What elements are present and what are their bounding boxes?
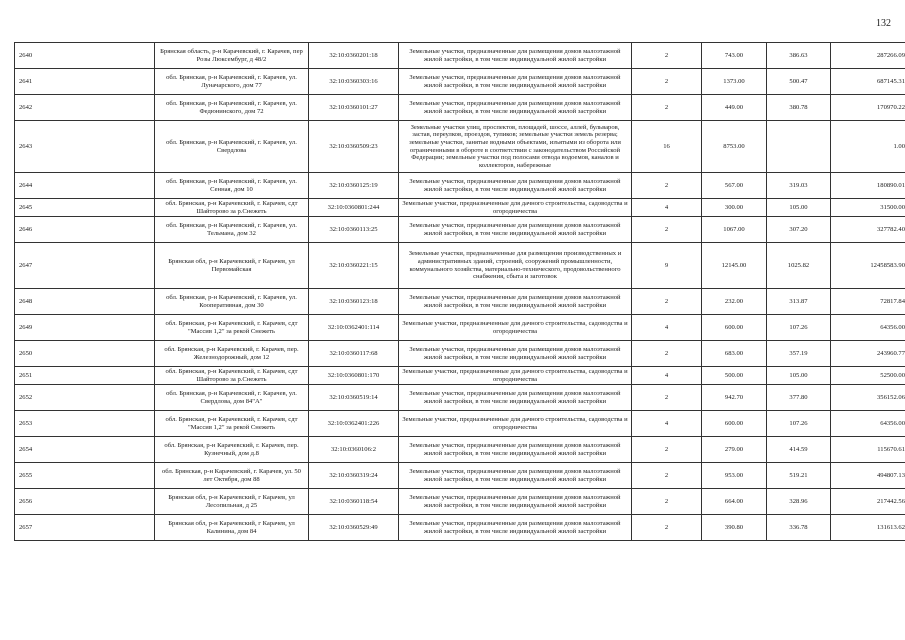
address-cell: обл. Брянская, р-н Карачевский, г. Карачев, ул. Сенная, дом 10 [155,173,309,199]
land-use-cell: Земельные участки, предназначенные для размещения домов малоэтажной жилой застройки, в том числе индивидуальной жилой застройки [399,463,632,489]
table-row [15,437,905,463]
table-row [15,289,905,315]
land-use-cell: Земельные участки, предназначенные для дачного строительства, садоводства и огородничества [399,411,632,437]
row-number-cell: 2648 [15,289,155,315]
cadastral-value-cell: 494807.13 [831,463,905,489]
land-use-cell: Земельные участки, предназначенные для размещения домов малоэтажной жилой застройки, в том числе индивидуальной жилой застройки [399,173,632,199]
specific-value-cell: 105.00 [767,367,831,385]
address-cell: Брянская обл, р-н Карачевский, г Карачев, ул Лесопильная, д 25 [155,489,309,515]
area-cell: 600.00 [702,411,767,437]
table-row [15,315,905,341]
specific-value-cell: 107.26 [767,411,831,437]
group-number-cell: 2 [632,385,702,411]
row-number-cell: 2646 [15,217,155,243]
specific-value-cell: 328.96 [767,489,831,515]
row-number-cell: 2652 [15,385,155,411]
group-number-cell: 2 [632,437,702,463]
address-cell: Брянская обл, р-н Карачевский, г Карачев, ул Калинина, дом 84 [155,515,309,541]
table-row [15,463,905,489]
table-row [15,341,905,367]
group-number-cell: 4 [632,367,702,385]
group-number-cell: 2 [632,489,702,515]
cadastral-value-cell: 287266.09 [831,43,905,69]
land-use-cell: Земельные участки, предназначенные для дачного строительства, садоводства и огородничества [399,367,632,385]
address-cell: обл. Брянская, р-н Карачевский, г. Карачев, ул. Свердлова [155,121,309,173]
land-use-cell: Земельные участки, предназначенные для размещения домов малоэтажной жилой застройки, в том числе индивидуальной жилой застройки [399,217,632,243]
table-row [15,367,905,385]
address-cell: обл. Брянская, р-н Карачевский, г. Карачев, ул. Федюнинского, дом 72 [155,95,309,121]
cadastral-value-cell: 356152.06 [831,385,905,411]
row-number-cell: 2645 [15,199,155,217]
group-number-cell: 2 [632,463,702,489]
group-number-cell: 2 [632,341,702,367]
address-cell: обл. Брянская, р-н Карачевский, г. Карачев, пер. Кузнечный, дом д.8 [155,437,309,463]
group-number-cell: 4 [632,411,702,437]
table-row [15,411,905,437]
land-use-cell: Земельные участки, предназначенные для дачного строительства, садоводства и огородничества [399,199,632,217]
group-number-cell: 2 [632,69,702,95]
address-cell: обл. Брянская, р-н Карачевский, г. Карачев, сдт Шайторово за р.Снежеть [155,367,309,385]
cadastral-value-cell: 115670.61 [831,437,905,463]
group-number-cell: 2 [632,95,702,121]
row-number-cell: 2640 [15,43,155,69]
group-number-cell: 2 [632,289,702,315]
area-cell: 683.00 [702,341,767,367]
row-number-cell: 2653 [15,411,155,437]
cadastral-number-cell: 32:10:0360123:18 [309,289,399,315]
land-plots-table [14,42,905,541]
area-cell: 8753.00 [702,121,767,173]
specific-value-cell: 336.78 [767,515,831,541]
specific-value-cell: 307.20 [767,217,831,243]
address-cell: обл. Брянская, р-н Карачевский, г. Карачев, ул. Свердлова, дом 84"А" [155,385,309,411]
table-row [15,69,905,95]
cadastral-number-cell: 32:10:0360509:23 [309,121,399,173]
cadastral-value-cell: 327782.40 [831,217,905,243]
group-number-cell: 2 [632,515,702,541]
specific-value-cell: 357.19 [767,341,831,367]
row-number-cell: 2651 [15,367,155,385]
row-number-cell: 2654 [15,437,155,463]
group-number-cell: 2 [632,217,702,243]
cadastral-number-cell: 32:10:0360303:16 [309,69,399,95]
address-cell: обл. Брянская, р-н Карачевский, г. Карачев, пер. Железнодорожный, дом 12 [155,341,309,367]
land-use-cell: Земельные участки, предназначенные для размещения домов малоэтажной жилой застройки, в том числе индивидуальной жилой застройки [399,341,632,367]
group-number-cell: 2 [632,43,702,69]
specific-value-cell: 414.59 [767,437,831,463]
specific-value-cell: 313.87 [767,289,831,315]
area-cell: 449.00 [702,95,767,121]
cadastral-number-cell: 32:10:0360101:27 [309,95,399,121]
cadastral-value-cell: 180890.01 [831,173,905,199]
address-cell: обл. Брянская, р-н Карачевский, г. Карачев, сдт "Массив 1,2" за рекой Снежеть [155,315,309,341]
row-number-cell: 2647 [15,243,155,289]
cadastral-number-cell: 32:10:0360801:244 [309,199,399,217]
table-row [15,95,905,121]
cadastral-value-cell: 72817.84 [831,289,905,315]
area-cell: 953.00 [702,463,767,489]
cadastral-value-cell: 217442.56 [831,489,905,515]
table-row [15,243,905,289]
land-use-cell: Земельные участки, предназначенные для размещения домов малоэтажной жилой застройки, в том числе индивидуальной жилой застройки [399,385,632,411]
cadastral-number-cell: 32:10:0362401:114 [309,315,399,341]
area-cell: 600.00 [702,315,767,341]
cadastral-number-cell: 32:10:0360118:54 [309,489,399,515]
address-cell: Брянская обл, р-н Карачевский, г Карачев, ул Первомайская [155,243,309,289]
cadastral-number-cell: 32:10:0360117:68 [309,341,399,367]
specific-value-cell: 105.00 [767,199,831,217]
table-row [15,489,905,515]
address-cell: обл. Брянская, р-н Карачевский, г. Карачев, ул. 50 лет Октября, дом 88 [155,463,309,489]
land-use-cell: Земельные участки, предназначенные для размещения производственных и административных зданий, строений, сооружений промышленности, коммунального хозяйства, материально-технического, продовольственного снабжения, сбыта и заготовок [399,243,632,289]
cadastral-value-cell: 52500.00 [831,367,905,385]
address-cell: Брянская область, р-н Карачевский, г. Карачев, пер Розы Люксембург, д 48/2 [155,43,309,69]
group-number-cell: 9 [632,243,702,289]
group-number-cell: 2 [632,173,702,199]
area-cell: 300.00 [702,199,767,217]
row-number-cell: 2650 [15,341,155,367]
cadastral-number-cell: 32:10:0360519:14 [309,385,399,411]
specific-value-cell: 519.21 [767,463,831,489]
address-cell: обл. Брянская, р-н Карачевский, г. Карачев, ул. Луначарского, дом 77 [155,69,309,95]
cadastral-value-cell: 170970.22 [831,95,905,121]
row-number-cell: 2644 [15,173,155,199]
area-cell: 664.00 [702,489,767,515]
table-body [15,43,905,541]
land-use-cell: Земельные участки улиц, проспектов, площадей, шоссе, аллей, бульваров, застав, переулков, проездов, тупиков; земельные участки земель резерва; земельные участки, занятые водными объектами, изъятыми из оборота или ограниченными в обороте в соответствии с законодательством Российской Федерации; земельные участки под полосами отвода водоемов, каналов и коллекторов, набережные [399,121,632,173]
cadastral-value-cell: 243960.77 [831,341,905,367]
row-number-cell: 2657 [15,515,155,541]
specific-value-cell: 380.78 [767,95,831,121]
row-number-cell: 2642 [15,95,155,121]
cadastral-value-cell: 687145.31 [831,69,905,95]
table-row [15,217,905,243]
cadastral-number-cell: 32:10:0360221:15 [309,243,399,289]
row-number-cell: 2649 [15,315,155,341]
row-number-cell: 2655 [15,463,155,489]
specific-value-cell: 377.80 [767,385,831,411]
address-cell: обл. Брянская, р-н Карачевский, г. Карачев, ул. Кооперативная, дом 30 [155,289,309,315]
table-row [15,43,905,69]
area-cell: 743.00 [702,43,767,69]
cadastral-number-cell: 32:10:0362401:226 [309,411,399,437]
area-cell: 232.00 [702,289,767,315]
row-number-cell: 2656 [15,489,155,515]
table-row [15,385,905,411]
page-number: 132 [876,18,891,29]
cadastral-value-cell: 31500.00 [831,199,905,217]
row-number-cell: 2643 [15,121,155,173]
land-use-cell: Земельные участки, предназначенные для размещения домов малоэтажной жилой застройки, в том числе индивидуальной жилой застройки [399,69,632,95]
cadastral-value-cell: 64356.00 [831,315,905,341]
cadastral-number-cell: 32:10:0360201:18 [309,43,399,69]
area-cell: 390.80 [702,515,767,541]
cadastral-number-cell: 32:10:0360319:24 [309,463,399,489]
cadastral-number-cell: 32:10:0360529:49 [309,515,399,541]
area-cell: 279.00 [702,437,767,463]
cadastral-number-cell: 32:10:0360106:2 [309,437,399,463]
cadastral-value-cell: 1.00 [831,121,905,173]
area-cell: 500.00 [702,367,767,385]
address-cell: обл. Брянская, р-н Карачевский, г. Карачев, сдт "Массив 1,2" за рекой Снежеть [155,411,309,437]
table-row [15,121,905,173]
specific-value-cell: 1025.82 [767,243,831,289]
land-use-cell: Земельные участки, предназначенные для размещения домов малоэтажной жилой застройки, в том числе индивидуальной жилой застройки [399,95,632,121]
group-number-cell: 16 [632,121,702,173]
area-cell: 1067.00 [702,217,767,243]
cadastral-value-cell: 131613.62 [831,515,905,541]
land-use-cell: Земельные участки, предназначенные для размещения домов малоэтажной жилой застройки, в том числе индивидуальной жилой застройки [399,489,632,515]
cadastral-value-cell: 64356.00 [831,411,905,437]
area-cell: 942.70 [702,385,767,411]
table-row [15,199,905,217]
group-number-cell: 4 [632,199,702,217]
specific-value-cell: 319.03 [767,173,831,199]
land-use-cell: Земельные участки, предназначенные для размещения домов малоэтажной жилой застройки, в том числе индивидуальной жилой застройки [399,289,632,315]
table-row [15,173,905,199]
area-cell: 1373.00 [702,69,767,95]
address-cell: обл. Брянская, р-н Карачевский, г. Карачев, ул. Тельмана, дом 32 [155,217,309,243]
cadastral-number-cell: 32:10:0360113:25 [309,217,399,243]
cadastral-number-cell: 32:10:0360801:170 [309,367,399,385]
land-use-cell: Земельные участки, предназначенные для размещения домов малоэтажной жилой застройки, в том числе индивидуальной жилой застройки [399,437,632,463]
land-use-cell: Земельные участки, предназначенные для размещения домов малоэтажной жилой застройки, в том числе индивидуальной жилой застройки [399,515,632,541]
specific-value-cell: 107.26 [767,315,831,341]
area-cell: 12145.00 [702,243,767,289]
address-cell: обл. Брянская, р-н Карачевский, г. Карачев, сдт Шайторово за р.Снежеть [155,199,309,217]
specific-value-cell: 500.47 [767,69,831,95]
row-number-cell: 2641 [15,69,155,95]
specific-value-cell [767,121,831,173]
land-use-cell: Земельные участки, предназначенные для дачного строительства, садоводства и огородничества [399,315,632,341]
land-use-cell: Земельные участки, предназначенные для размещения домов малоэтажной жилой застройки, в том числе индивидуальной жилой застройки [399,43,632,69]
cadastral-number-cell: 32:10:0360125:19 [309,173,399,199]
area-cell: 567.00 [702,173,767,199]
table-row [15,515,905,541]
group-number-cell: 4 [632,315,702,341]
specific-value-cell: 386.63 [767,43,831,69]
cadastral-value-cell: 12458583.90 [831,243,905,289]
